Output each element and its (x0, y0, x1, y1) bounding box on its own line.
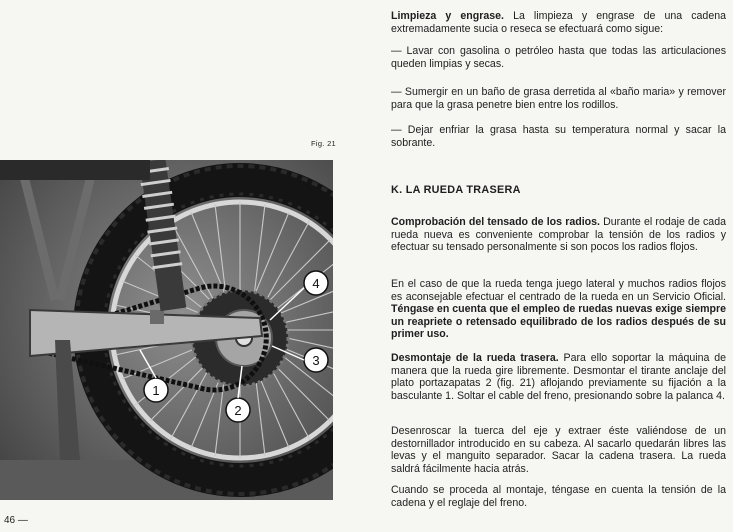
removal-paragraph-2: Desenroscar la tuerca del eje y extraer éste valiéndose de un destornillador introducido en su cabeza. Al sacarlo quedarán libres las levas y el manguito separador. Sacar la cadena trasera. La rueda saldrá fácilmente hacia atrás. (391, 425, 726, 475)
svg-text:1: 1 (152, 383, 160, 398)
cleaning-paragraph (391, 10, 726, 35)
removal-paragraph-3: Cuando se proceda al montaje, téngase en cuenta la tensión de la cadena y el reglaje del freno. (391, 484, 726, 509)
section-heading: K. LA RUEDA TRASERA (391, 184, 521, 196)
cleaning-intro: La limpieza y engrase de una cadena extremadamente sucia o reseca se efectuará como sigue: (391, 10, 726, 35)
figure-label: Fig. 21 (311, 139, 337, 148)
svg-text:4: 4 (312, 276, 320, 291)
cleaning-step-1: — Lavar con gasolina o petróleo hasta que todas las articulaciones queden limpias y secas. (391, 45, 726, 70)
svg-text:2: 2 (234, 403, 242, 418)
page-number: 46 — (4, 515, 28, 526)
removal-title: Desmontaje de la rueda trasera. (391, 352, 559, 364)
spokes-title: Comprobación del tensado de los radios. (391, 216, 600, 228)
removal-paragraph: Desmontaje de la rueda trasera. Para ello soportar la máquina de manera que la rueda gire libremente. Desmontar el tirante anclaje del plato portazapatas 2 (fig. 21) aflojando previamente su fijación a la basculante 1. Soltar el cable del freno, presionando sobre la palanca 4. (391, 352, 726, 402)
svg-text:3: 3 (312, 353, 320, 368)
spokes-warning: Téngase en cuenta que el empleo de ruedas nuevas exige siempre un reapriete o retensado equilibrado de los radios después de su primer uso. (391, 303, 727, 341)
cleaning-step-2: — Sumergir en un baño de grasa derretida al «baño maria» y remover para que la grasa penetre bien entre los rodillos. (391, 86, 726, 111)
cleaning-step-3: — Dejar enfriar la grasa hasta su temperatura normal y sacar la sobrante. (391, 124, 726, 149)
spokes-paragraph-2: En el caso de que la rueda tenga juego lateral y muchos radios flojos es aconsejable efectuar el centrado de la rueda en un Servicio Oficial. Téngase en cuenta que el empleo de ruedas nuevas exige siempre un reapriete o retensado equilibrado de los radios después de su primer uso. (391, 278, 727, 341)
cleaning-title: Limpieza y engrase. (391, 10, 504, 22)
rear-wheel-photo (0, 160, 333, 500)
spokes-paragraph: Comprobación del tensado de los radios. Durante el rodaje de cada rueda nueva es conveniente comprobar la tensión de los radios y efectuar su tensado personalmente si son pocos los radios flojos. (391, 216, 726, 254)
